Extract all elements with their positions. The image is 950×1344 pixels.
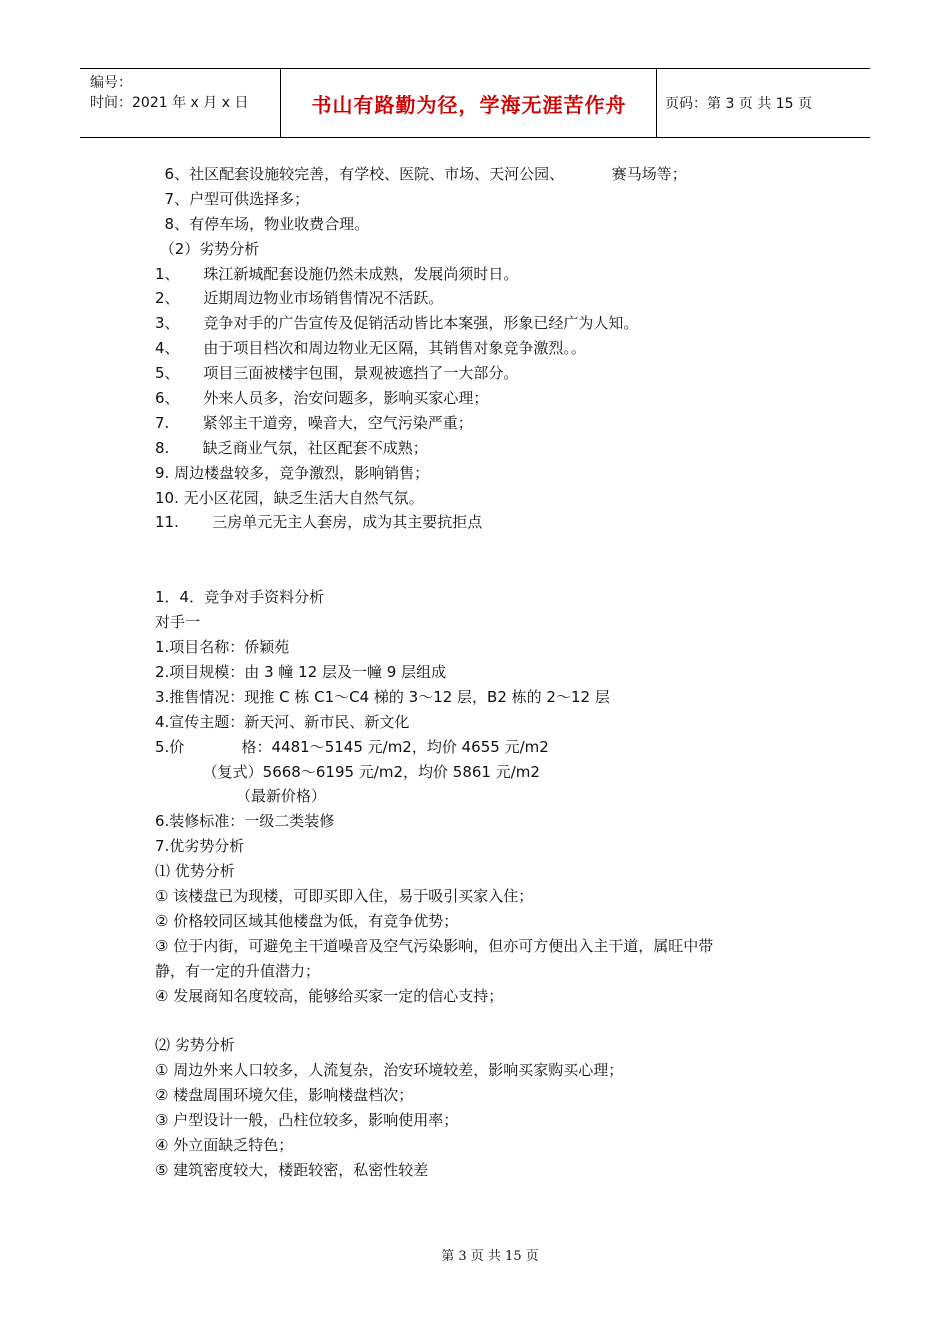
weakness-item: 3、 竞争对手的广告宣传及促销活动皆比本案强，形象已经广为人知。: [155, 314, 639, 333]
disadvantage-item: ① 周边外来人口较多，人流复杂，治安环境较差，影响买家购买心理；: [155, 1061, 624, 1080]
page-header: [80, 68, 870, 138]
document-time-label: 时间：2021 年 x 月 x 日: [90, 95, 249, 111]
weakness-heading: （2）劣势分析: [155, 239, 260, 258]
advantage-item: ③ 位于内街，可避免主干道噪音及空气污染影响，但亦可方便出入主干道，属旺中带: [155, 936, 714, 955]
project-info-line: 5.价 格：4481～5145 元/m2，均价 4655 元/m2: [155, 737, 549, 756]
advantage-heading: ⑴ 优势分析: [155, 862, 235, 881]
advantage-item: 静，有一定的升值潜力；: [155, 961, 321, 980]
disadvantage-item: ⑤ 建筑密度较大，楼距较密，私密性较差: [155, 1160, 429, 1179]
header-page-cell: [657, 69, 870, 137]
weakness-item: 5、 项目三面被楼宇包围，景观被遮挡了一大部分。: [155, 364, 519, 383]
disadvantage-item: ② 楼盘周围环境欠佳，影响楼盘档次；: [155, 1086, 414, 1105]
weakness-item: 6、 外来人员多，治安问题多，影响买家心理；: [155, 389, 489, 408]
spacer: [155, 1009, 795, 1034]
strength-item: 6、社区配套设施较完善，有学校、医院、市场、天河公园、 赛马场等；: [155, 165, 687, 183]
disadvantage-item: ③ 户型设计一般，凸柱位较多，影响使用率；: [155, 1111, 459, 1130]
disadvantage-heading: ⑵ 劣势分析: [155, 1036, 235, 1055]
project-info-line: 2.项目规模：由 3 幢 12 层及一幢 9 层组成: [155, 663, 447, 682]
project-info-line: （复式）5668～6195 元/m2，均价 5861 元/m2: [155, 762, 540, 781]
advantage-item: ② 价格较同区域其他楼盘为低，有竞争优势；: [155, 911, 459, 930]
page-footer: 第 3 页 共 15 页: [441, 1249, 539, 1264]
weakness-item: 7. 紧邻主干道旁，噪音大，空气污染严重；: [155, 413, 473, 432]
spacer: [155, 535, 795, 585]
weakness-item: 1、 珠江新城配套设施仍然未成熟，发展尚须时日。: [155, 264, 519, 283]
header-motto-cell: [282, 69, 657, 137]
strength-item: 7、户型可供选择多；: [155, 189, 310, 208]
weakness-item: 11. 三房单元无主人套房，成为其主要抗拒点: [155, 513, 483, 532]
opponent-label: 对手一: [155, 613, 201, 632]
weakness-item: 8. 缺乏商业气氛，社区配套不成熟；: [155, 438, 428, 457]
header-page-number: 页码：第 3 页 共 15 页: [665, 96, 812, 112]
weakness-item: 10. 无小区花园，缺乏生活大自然气氛。: [155, 488, 424, 507]
disadvantage-item: ④ 外立面缺乏特色；: [155, 1135, 294, 1154]
project-info-line: 1.项目名称：侨颖苑: [155, 638, 290, 657]
header-meta: [80, 69, 281, 137]
section-title: 1．4．竞争对手资料分析: [155, 588, 325, 607]
project-info-line: 7.优劣势分析: [155, 837, 245, 856]
project-info-line: 3.推售情况：现推 C 栋 C1～C4 梯的 3～12 层，B2 栋的 2～12 层: [155, 687, 610, 706]
document-body: [155, 162, 795, 1183]
project-info-line: 6.装修标准：一级二类装修: [155, 812, 335, 831]
weakness-item: 4、 由于项目档次和周边物业无区隔，其销售对象竞争激烈。。: [155, 339, 586, 358]
document-number-label: 编号：: [90, 75, 132, 91]
strength-item: 8、有停车场，物业收费合理。: [155, 214, 370, 233]
advantage-item: ④ 发展商知名度较高，能够给买家一定的信心支持；: [155, 986, 504, 1005]
advantage-item: ① 该楼盘已为现楼，可即买即入住，易于吸引买家入住；: [155, 887, 534, 906]
weakness-item: 2、 近期周边物业市场销售情况不活跃。: [155, 289, 444, 308]
project-info-line: （最新价格）: [155, 787, 327, 806]
header-motto: 书山有路勤为径，学海无涯苦作舟: [311, 92, 627, 117]
weakness-item: 9. 周边楼盘较多，竞争激烈，影响销售；: [155, 463, 430, 482]
project-info-line: 4.宣传主题：新天河、新市民、新文化: [155, 712, 410, 731]
